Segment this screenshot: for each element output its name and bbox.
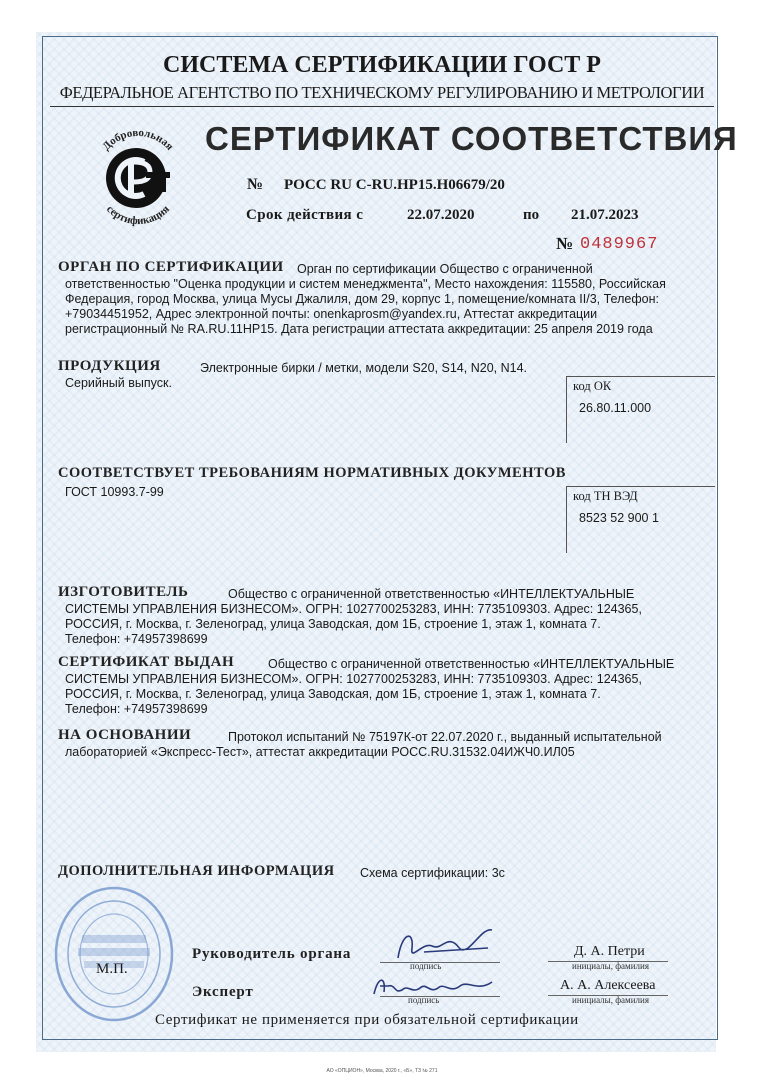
manufacturer-label: ИЗГОТОВИТЕЛЬ bbox=[58, 584, 189, 600]
tnved-code-box bbox=[566, 486, 715, 553]
head-of-organ-label: Руководитель органа bbox=[192, 946, 352, 962]
system-title: СИСТЕМА СЕРТИФИКАЦИИ ГОСТ Р bbox=[163, 52, 601, 78]
head-signature bbox=[388, 922, 498, 970]
basis-label: НА ОСНОВАНИИ bbox=[58, 727, 192, 743]
compliance-label: СООТВЕТСТВУЕТ ТРЕБОВАНИЯМ НОРМАТИВНЫХ ДОКУМЕНТОВ bbox=[58, 465, 566, 481]
manufacturer-line-3: РОССИЯ, г. Москва, г. Зеленоград, улица Заводская, дом 1Б, строение 1, этаж 1, комната 7. bbox=[65, 617, 601, 631]
head-name-caption: инициалы, фамилия bbox=[572, 961, 649, 971]
seal-place-label: М.П. bbox=[96, 961, 128, 977]
rosstandart-voluntary-certification-logo bbox=[84, 122, 192, 230]
manufacturer-line-4: Телефон: +74957398699 bbox=[65, 632, 208, 646]
head-name: Д. А. Петри bbox=[574, 944, 645, 959]
organ-line-2: ответственностью "Оценка продукции и систем менеджмента", Место нахождения: 115580, Российская bbox=[65, 277, 666, 291]
footer-notice: Сертификат не применяется при обязательной сертификации bbox=[155, 1012, 579, 1028]
issued-to-line-1: Общество с ограниченной ответственностью «ИНТЕЛЛЕКТУАЛЬНЫЕ bbox=[268, 657, 675, 671]
issued-to-line-4: Телефон: +74957398699 bbox=[65, 702, 208, 716]
validity-label: Срок действия с bbox=[246, 207, 364, 223]
organ-seal-stamp bbox=[52, 880, 182, 1030]
organ-line-4: +79034451952, Адрес электронной почты: onenkaprosm@yandex.ru, Аттестат аккредитации bbox=[65, 307, 598, 321]
organ-line-3: Федерация, город Москва, улица Мусы Джалиля, дом 29, корпус 1, помещение/комната II/3, Телефон: bbox=[65, 292, 659, 306]
logo-bottom-text: сертификация bbox=[104, 203, 172, 228]
organ-label: ОРГАН ПО СЕРТИФИКАЦИИ bbox=[58, 259, 284, 275]
issued-to-line-3: РОССИЯ, г. Москва, г. Зеленоград, улица Заводская, дом 1Б, строение 1, этаж 1, комната 7. bbox=[65, 687, 601, 701]
valid-to-date: 21.07.2023 bbox=[571, 207, 639, 223]
issued-to-line-2: СИСТЕМЫ УПРАВЛЕНИЯ БИЗНЕСОМ». ОГРН: 1027700253283, ИНН: 7735109303. Адрес: 124365, bbox=[65, 672, 642, 686]
okp-code-caption: код ОК bbox=[573, 379, 612, 393]
basis-line-2: лабораторией «Экспресс-Тест», аттестат аккредитации РОСС.RU.31532.04ИЖЧ0.ИЛ05 bbox=[65, 745, 575, 759]
additional-info-text: Схема сертификации: 3с bbox=[360, 866, 505, 880]
product-text: Электронные бирки / метки, модели S20, S14, N20, N14. bbox=[200, 361, 527, 375]
okp-code-value: 26.80.11.000 bbox=[579, 401, 652, 415]
additional-info-label: ДОПОЛНИТЕЛЬНАЯ ИНФОРМАЦИЯ bbox=[58, 863, 335, 879]
manufacturer-line-2: СИСТЕМЫ УПРАВЛЕНИЯ БИЗНЕСОМ». ОГРН: 1027700253283, ИНН: 7735109303. Адрес: 124365, bbox=[65, 602, 642, 616]
blank-number-prefix: № bbox=[556, 234, 574, 253]
printer-imprint: АО «ОПЦИОН», Москва, 2020 г., «Б», ТЗ № 271 bbox=[326, 1068, 438, 1074]
expert-name-caption: инициалы, фамилия bbox=[572, 995, 649, 1005]
valid-to-label: по bbox=[523, 207, 540, 223]
header-divider bbox=[50, 106, 714, 107]
okp-code-box bbox=[566, 376, 715, 443]
tnved-code-caption: код ТН ВЭД bbox=[573, 489, 638, 503]
expert-signature-caption: подпись bbox=[408, 995, 440, 1005]
certificate-number: РОСС RU С-RU.НР15.Н06679/20 bbox=[284, 177, 505, 193]
blank-number: 0489967 bbox=[580, 235, 659, 254]
organ-line-5: регистрационный № RA.RU.11НР15. Дата регистрации аттестата аккредитации: 25 апреля 2019 года bbox=[65, 322, 653, 336]
product-label: ПРОДУКЦИЯ bbox=[58, 358, 161, 374]
tnved-code-value: 8523 52 900 1 bbox=[579, 511, 659, 525]
expert-label: Эксперт bbox=[192, 984, 254, 1000]
compliance-standard: ГОСТ 10993.7-99 bbox=[65, 485, 164, 499]
organ-line-1: Орган по сертификации Общество с ограниченной bbox=[297, 262, 593, 276]
agency-title: ФЕДЕРАЛЬНОЕ АГЕНТСТВО ПО ТЕХНИЧЕСКОМУ РЕГУЛИРОВАНИЮ И МЕТРОЛОГИИ bbox=[59, 83, 705, 102]
certificate-number-prefix: № bbox=[247, 176, 264, 193]
expert-name: А. А. Алексеева bbox=[560, 978, 656, 993]
manufacturer-line-1: Общество с ограниченной ответственностью «ИНТЕЛЛЕКТУАЛЬНЫЕ bbox=[228, 587, 635, 601]
logo-top-text: Добровольная bbox=[100, 126, 176, 153]
basis-line-1: Протокол испытаний № 75197К-от 22.07.2020 г., выданный испытательной bbox=[228, 730, 662, 744]
issued-to-label: СЕРТИФИКАТ ВЫДАН bbox=[58, 654, 235, 670]
valid-from-date: 22.07.2020 bbox=[407, 207, 475, 223]
product-serial: Серийный выпуск. bbox=[65, 376, 172, 390]
head-signature-caption: подпись bbox=[410, 961, 442, 971]
certificate-title: СЕРТИФИКАТ СООТВЕТСТВИЯ bbox=[205, 120, 738, 157]
